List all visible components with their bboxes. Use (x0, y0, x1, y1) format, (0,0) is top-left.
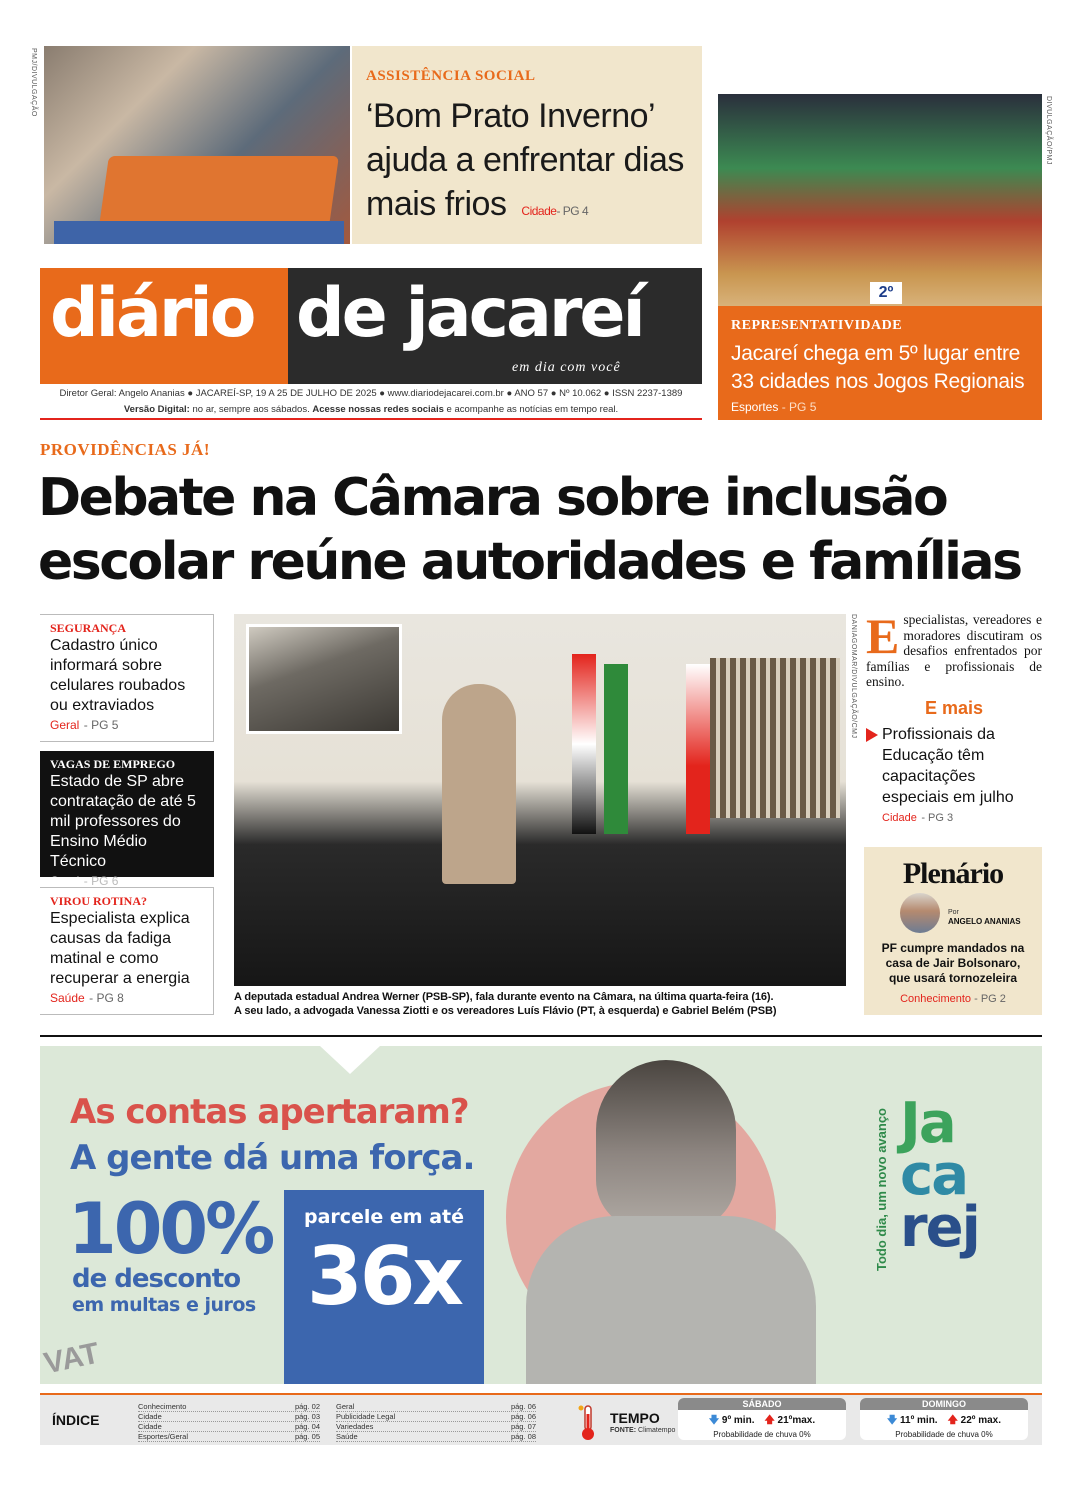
flag-graphic (572, 654, 596, 834)
ad-stamp: VAT (41, 1336, 103, 1381)
ad-sub2: em multas e juros (72, 1294, 256, 1316)
index-row[interactable]: Conhecimento pág. 02 (138, 1402, 320, 1411)
sport-story-box (718, 306, 1042, 420)
sidebar-kicker: VAGAS DE EMPREGO (50, 757, 176, 771)
index-col1 (138, 1402, 320, 1442)
arrow-up-icon: 🡅 (947, 1415, 958, 1426)
top-story-box (352, 46, 702, 244)
divider (40, 1035, 1042, 1037)
intro-text (866, 608, 1042, 690)
sidebar-title: Estado de SP abre contratação de até 5 mil professores do Ensino Médio Técnico (50, 773, 196, 870)
masthead-digital (40, 404, 702, 420)
index-row[interactable]: Saúde pág. 08 (336, 1432, 536, 1441)
emais-headline: Profissionais da Educação têm capacitações especiais em julho (882, 726, 1014, 806)
sport-headline[interactable]: Jacareí chega em 5º lugar entre 33 cidades nos Jogos Regionais (731, 342, 1025, 393)
masthead-left (40, 268, 288, 384)
plenario-box[interactable] (864, 847, 1042, 1015)
sidebar-section: Saúde (50, 991, 85, 1005)
digital-bold[interactable]: Acesse nossas redes sociais (312, 404, 444, 415)
main-headline[interactable] (38, 466, 1048, 594)
digital-text1: no ar, sempre aos sábados. (192, 404, 310, 415)
sport-section: Esportes (731, 400, 779, 414)
table-graphic (99, 156, 339, 226)
weather-rain: Probabilidade de chuva 0% (713, 1430, 811, 1439)
top-story-page: - PG 4 (556, 204, 589, 218)
index-col2 (336, 1402, 536, 1442)
ad-sub1: de desconto (72, 1264, 241, 1294)
placard: 2º (870, 282, 902, 304)
main-photo-credit: DANIAGOMAR/DIVULGAÇÃO/CMJ (850, 614, 857, 739)
sidebar-item-rotina[interactable] (40, 887, 214, 1015)
logo-part1: Ja (900, 1091, 955, 1156)
index-row[interactable]: Esportes/Geral pág. 05 (138, 1432, 320, 1441)
top-story-headline-text: ‘Bom Prato Inverno’ ajuda a enfrentar dias mais frios (366, 97, 684, 223)
ad-big: 100% (68, 1188, 273, 1270)
ad-banner[interactable] (40, 1046, 1042, 1384)
caption-line2: A seu lado, a advogada Vanessa Ziotti e os vereadores Luís Flávio (PT, à esquerda) e Gabriel Belém (PSB) (234, 1005, 777, 1017)
arrow-down-icon: 🡇 (886, 1415, 898, 1426)
main-kicker: PROVIDÊNCIAS JÁ! (40, 440, 210, 459)
top-story-headline[interactable] (366, 94, 696, 233)
emais-item[interactable] (866, 724, 1042, 826)
plenario-headline: PF cumpre mandados na casa de Jair Bolsonaro, que usará tornozeleira (881, 941, 1025, 985)
flag-graphic (604, 664, 628, 834)
ad-slogan: Todo dia, um novo avanço (874, 1108, 889, 1271)
emais-page: - PG 3 (921, 812, 954, 824)
thermometer-icon (578, 1402, 598, 1442)
audience-inset-photo (246, 624, 402, 734)
sport-photo-credit: DIVULGAÇÃO/PMJ (1045, 96, 1052, 165)
caption-line1: A deputada estadual Andrea Werner (PSB-SP), fala durante evento na Câmara, na última quarta-feira (16). (234, 991, 774, 1003)
logo-part2: ca (900, 1143, 967, 1208)
weather-day-label: DOMINGO (860, 1398, 1028, 1410)
ad-person-figure (596, 1060, 736, 1230)
masthead-right (288, 268, 702, 384)
weather-source-label: FONTE: (610, 1427, 637, 1434)
table-base-graphic (54, 221, 344, 244)
index-row[interactable]: Variedades pág. 07 (336, 1422, 536, 1431)
digital-label: Versão Digital: (123, 404, 190, 415)
ad-box-big: 36x (307, 1230, 461, 1323)
plenario-by: Por (948, 909, 959, 916)
emais-section: Cidade (882, 812, 917, 824)
masthead-word1: diário (50, 274, 254, 353)
ad-notch (320, 1046, 380, 1074)
plenario-author: ANGELO ANANIAS (948, 917, 1021, 926)
ad-line2: A gente dá uma força. (70, 1138, 475, 1178)
masthead-info: Diretor Geral: Angelo Ananias ● JACAREÍ-SP, 19 A 25 DE JULHO DE 2025 ● www.diariodejacarei.com.br ● ANO 57 ● Nº 10.062 ● ISSN 2237-1389 (59, 388, 683, 399)
sidebar-page: - PG 8 (89, 991, 124, 1005)
ad-person-body (526, 1216, 816, 1384)
index-row[interactable]: Geral pág. 06 (336, 1402, 536, 1411)
sidebar-title: Cadastro único informará sobre celulares roubados ou extraviados (50, 637, 186, 714)
sidebar-page: - PG 6 (83, 874, 119, 888)
weather-min: 11º min. (900, 1415, 938, 1426)
weather-source (610, 1427, 675, 1434)
weather-max: 21ºmax. (777, 1415, 816, 1426)
sidebar-section: Geral (50, 874, 80, 888)
arrow-down-icon: 🡇 (708, 1415, 720, 1426)
ad-installment-box (284, 1190, 484, 1384)
speaker-figure (442, 684, 516, 884)
author-avatar (900, 893, 940, 933)
index-title: ÍNDICE (52, 1412, 100, 1428)
plenario-title: Plenário (902, 857, 1004, 890)
sidebar-kicker: SEGURANÇA (50, 621, 127, 635)
ad-box-small: parcele em até (303, 1206, 465, 1228)
weather-title: TEMPO (610, 1410, 660, 1426)
sidebar-section: Geral (50, 718, 80, 732)
masthead-tagline: em dia com você (512, 360, 621, 375)
flag-graphic (686, 664, 710, 834)
weather-day-label: SÁBADO (678, 1398, 846, 1410)
weather-max: 22º max. (960, 1415, 1002, 1426)
sidebar-kicker: VIROU ROTINA? (50, 894, 148, 908)
main-headline-line2: escolar reúne autoridades e famílias (38, 532, 1021, 592)
ad-line1: As contas apertaram? (70, 1092, 469, 1132)
sidebar-title: Especialista explica causas da fadiga matinal e como recuperar a energia (50, 910, 190, 987)
blinds-graphic (710, 658, 840, 818)
index-row[interactable]: Cidade pág. 03 (138, 1412, 320, 1421)
emais-title: E mais (924, 698, 984, 718)
main-caption (234, 990, 848, 1018)
logo-part3: rej (900, 1195, 979, 1260)
main-headline-line1: Debate na Câmara sobre inclusão (38, 468, 947, 528)
basketball-team-photo (718, 94, 1042, 306)
sport-ref (731, 400, 816, 414)
masthead-word2: de jacareí (296, 274, 643, 353)
index-row[interactable]: Publicidade Legal pág. 06 (336, 1412, 536, 1421)
sidebar-page: - PG 5 (83, 718, 119, 732)
play-arrow-icon (866, 728, 878, 742)
jacarei-logo (900, 1091, 979, 1260)
intro-body: specialistas, vereadores e moradores discutiram os desafios enfrentados por famílias e profissionais de ensino. (866, 612, 1042, 689)
weather-day-sunday (860, 1398, 1028, 1440)
plenario-section: Conhecimento (900, 993, 972, 1005)
digital-text2: e acompanhe as notícias em tempo real. (446, 404, 619, 415)
sport-kicker: REPRESENTATIVIDADE (731, 318, 903, 333)
top-story-kicker: ASSISTÊNCIA SOCIAL (366, 68, 536, 84)
weather-day-saturday (678, 1398, 846, 1440)
sport-page: - PG 5 (781, 400, 817, 414)
sidebar-item-seguranca[interactable] (40, 614, 214, 742)
weather-min: 9º min. (721, 1415, 755, 1426)
plenario-ref (864, 993, 1042, 1005)
sidebar-item-vagas[interactable] (40, 751, 214, 888)
arrow-up-icon: 🡅 (764, 1415, 775, 1426)
intro-dropcap: E (866, 608, 900, 664)
index-row[interactable]: Cidade pág. 04 (138, 1422, 320, 1431)
plenario-page: - PG 2 (974, 993, 1006, 1005)
weather-rain: Probabilidade de chuva 0% (895, 1430, 993, 1439)
photo-credit: PMJ/DIVULGAÇÃO (30, 48, 37, 117)
weather-source-name: Climatempo (638, 1427, 676, 1434)
bom-prato-photo (44, 46, 350, 244)
top-story-section: Cidade (521, 204, 557, 218)
